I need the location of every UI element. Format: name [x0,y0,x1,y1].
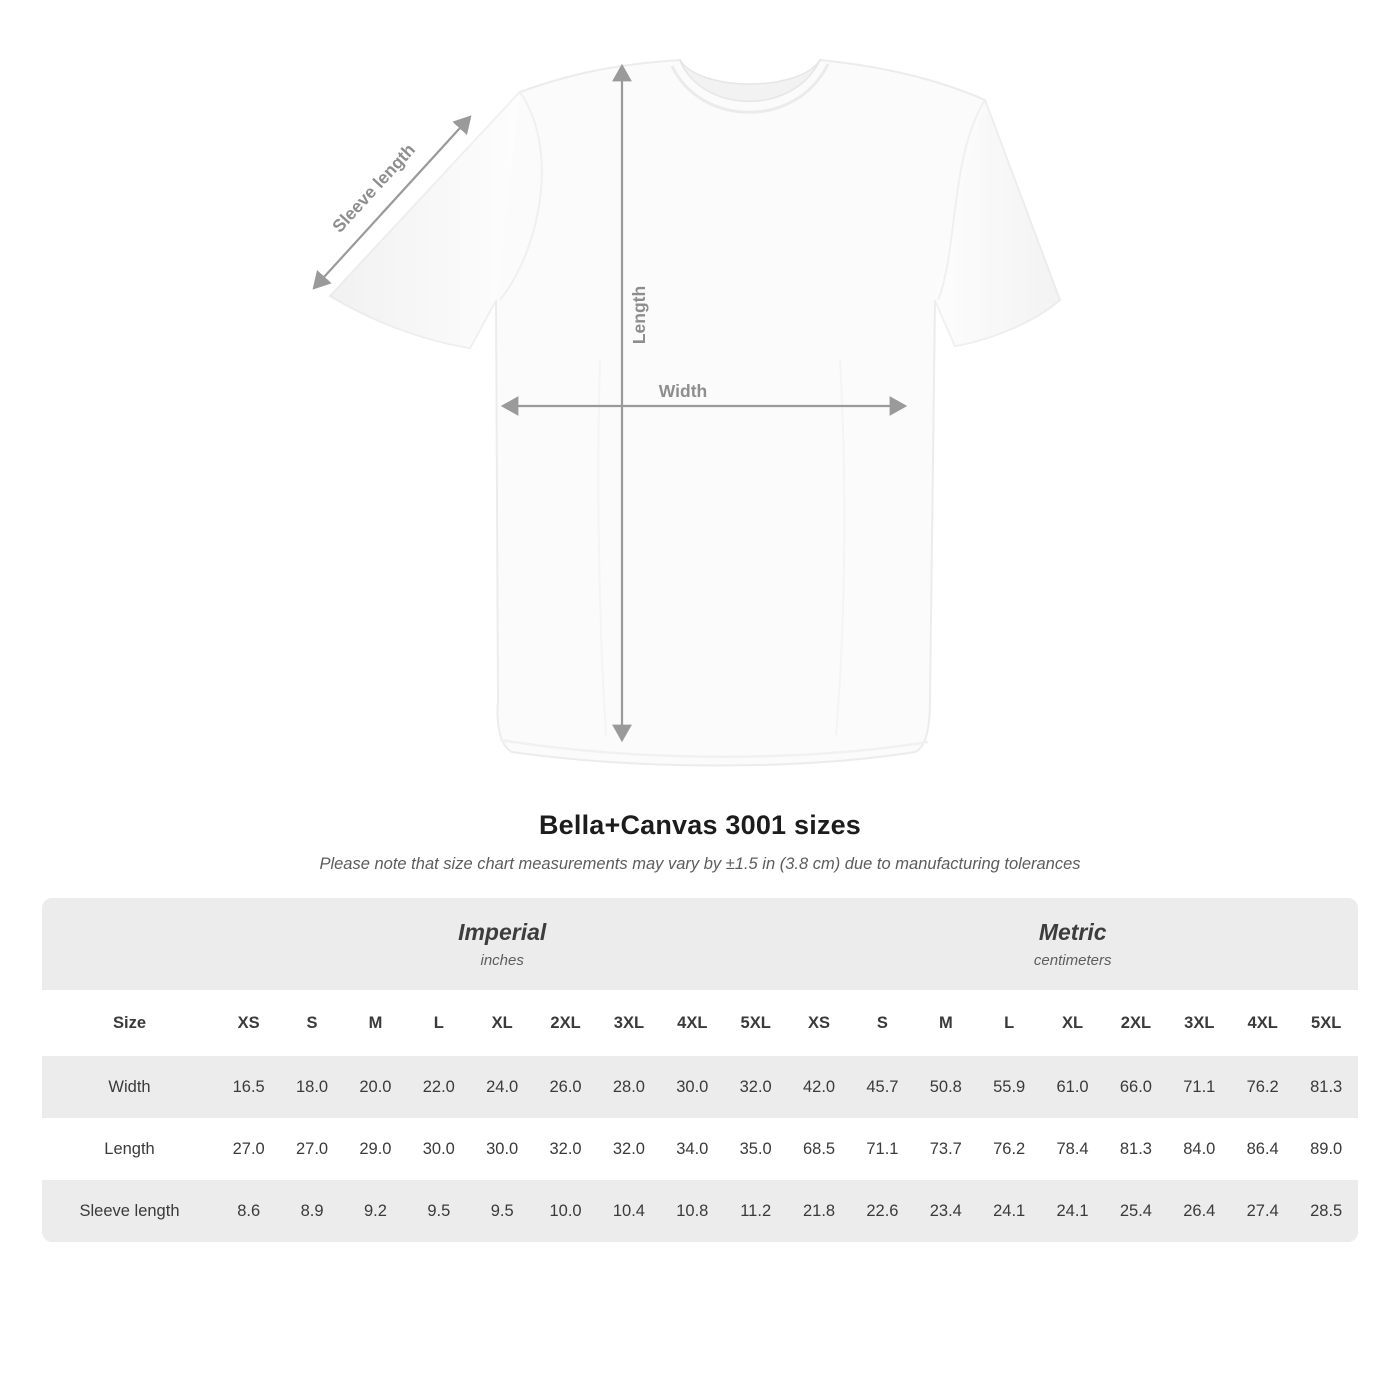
cell-length-met-2xl: 81.3 [1104,1118,1167,1180]
cell-length-imp-xl: 30.0 [471,1118,534,1180]
cell-sleeve-met-3xl: 26.4 [1168,1180,1231,1242]
tolerance-note: Please note that size chart measurements may vary by ±1.5 in (3.8 cm) due to manufacturing tolerances [319,855,1081,873]
size-header-cell: S [280,990,343,1056]
cell-sleeve-met-xs: 21.8 [787,1180,850,1242]
size-header-cell: XL [471,990,534,1056]
length-label: Length [629,285,649,345]
title-block [0,810,1400,874]
cell-width-imp-l: 22.0 [407,1056,470,1118]
cell-length-imp-s: 27.0 [280,1118,343,1180]
unit-group-metric-name: Metric [1038,919,1107,945]
cell-length-met-5xl: 89.0 [1294,1118,1358,1180]
cell-sleeve-met-4xl: 27.4 [1231,1180,1294,1242]
size-header-cell: 2XL [534,990,597,1056]
size-header-cell: 3XL [597,990,660,1056]
cell-width-imp-xl: 24.0 [471,1056,534,1118]
row-label-width: Width [42,1056,217,1118]
cell-sleeve-met-xl: 24.1 [1041,1180,1104,1242]
unit-group-imperial-sub: inches [480,952,524,969]
cell-width-met-m: 50.8 [914,1056,977,1118]
cell-length-imp-l: 30.0 [407,1118,470,1180]
cell-length-met-m: 73.7 [914,1118,977,1180]
unit-group-metric [787,898,1358,990]
cell-length-met-xl: 78.4 [1041,1118,1104,1180]
cell-length-met-4xl: 86.4 [1231,1118,1294,1180]
cell-length-met-l: 76.2 [978,1118,1041,1180]
size-header-cell: 4XL [661,990,724,1056]
size-header-cell: 4XL [1231,990,1294,1056]
cell-width-met-2xl: 66.0 [1104,1056,1167,1118]
cell-length-imp-xs: 27.0 [217,1118,280,1180]
cell-width-imp-2xl: 26.0 [534,1056,597,1118]
cell-sleeve-imp-xs: 8.6 [217,1180,280,1242]
size-header-cell: XS [787,990,850,1056]
size-header-cell: 5XL [1294,990,1358,1056]
cell-sleeve-imp-s: 8.9 [280,1180,343,1242]
cell-sleeve-imp-m: 9.2 [344,1180,407,1242]
cell-width-imp-3xl: 28.0 [597,1056,660,1118]
cell-width-met-4xl: 76.2 [1231,1056,1294,1118]
size-table-wrap [42,898,1358,1242]
table-row [42,1180,1358,1242]
cell-length-imp-5xl: 35.0 [724,1118,787,1180]
unit-group-metric-sub: centimeters [1033,952,1112,969]
size-header-cell: M [344,990,407,1056]
cell-sleeve-met-l: 24.1 [978,1180,1041,1242]
size-header-row [42,990,1358,1056]
size-table [42,898,1358,1242]
cell-width-met-xs: 42.0 [787,1056,850,1118]
size-header-cell: L [407,990,470,1056]
table-row [42,1118,1358,1180]
size-header-cell: 3XL [1168,990,1231,1056]
cell-width-imp-xs: 16.5 [217,1056,280,1118]
size-header-cell: L [978,990,1041,1056]
cell-sleeve-met-s: 22.6 [851,1180,914,1242]
cell-width-met-5xl: 81.3 [1294,1056,1358,1118]
cell-sleeve-imp-4xl: 10.8 [661,1180,724,1242]
size-header-cell: M [914,990,977,1056]
tshirt-shape [330,60,1060,766]
cell-sleeve-met-m: 23.4 [914,1180,977,1242]
unit-header-row [42,898,1358,990]
cell-width-met-xl: 61.0 [1041,1056,1104,1118]
cell-width-imp-s: 18.0 [280,1056,343,1118]
row-label-sleeve-length: Sleeve length [42,1180,217,1242]
cell-length-imp-2xl: 32.0 [534,1118,597,1180]
size-header-label: Size [42,990,217,1056]
width-label: Width [658,381,708,401]
cell-sleeve-imp-5xl: 11.2 [724,1180,787,1242]
cell-length-imp-4xl: 34.0 [661,1118,724,1180]
cell-sleeve-imp-3xl: 10.4 [597,1180,660,1242]
cell-sleeve-imp-2xl: 10.0 [534,1180,597,1242]
cell-sleeve-imp-l: 9.5 [407,1180,470,1242]
row-label-length: Length [42,1118,217,1180]
size-header-cell: 2XL [1104,990,1167,1056]
cell-length-met-3xl: 84.0 [1168,1118,1231,1180]
size-header-cell: XL [1041,990,1104,1056]
cell-length-imp-3xl: 32.0 [597,1118,660,1180]
chart-title: Bella+Canvas 3001 sizes [538,810,862,840]
cell-width-imp-5xl: 32.0 [724,1056,787,1118]
cell-sleeve-met-2xl: 25.4 [1104,1180,1167,1242]
cell-width-imp-m: 20.0 [344,1056,407,1118]
cell-sleeve-met-5xl: 28.5 [1294,1180,1358,1242]
sleeve-length-label: Sleeve length [328,139,420,237]
cell-width-met-s: 45.7 [851,1056,914,1118]
unit-group-imperial-name: Imperial [458,919,547,945]
cell-length-met-s: 71.1 [851,1118,914,1180]
cell-sleeve-imp-xl: 9.5 [471,1180,534,1242]
table-row [42,1056,1358,1118]
size-header-cell: S [851,990,914,1056]
cell-width-met-l: 55.9 [978,1056,1041,1118]
cell-width-imp-4xl: 30.0 [661,1056,724,1118]
size-header-cell: XS [217,990,280,1056]
cell-length-imp-m: 29.0 [344,1118,407,1180]
size-header-cell: 5XL [724,990,787,1056]
cell-width-met-3xl: 71.1 [1168,1056,1231,1118]
unit-group-imperial [217,898,787,990]
unit-row-spacer [42,898,217,990]
cell-length-met-xs: 68.5 [787,1118,850,1180]
